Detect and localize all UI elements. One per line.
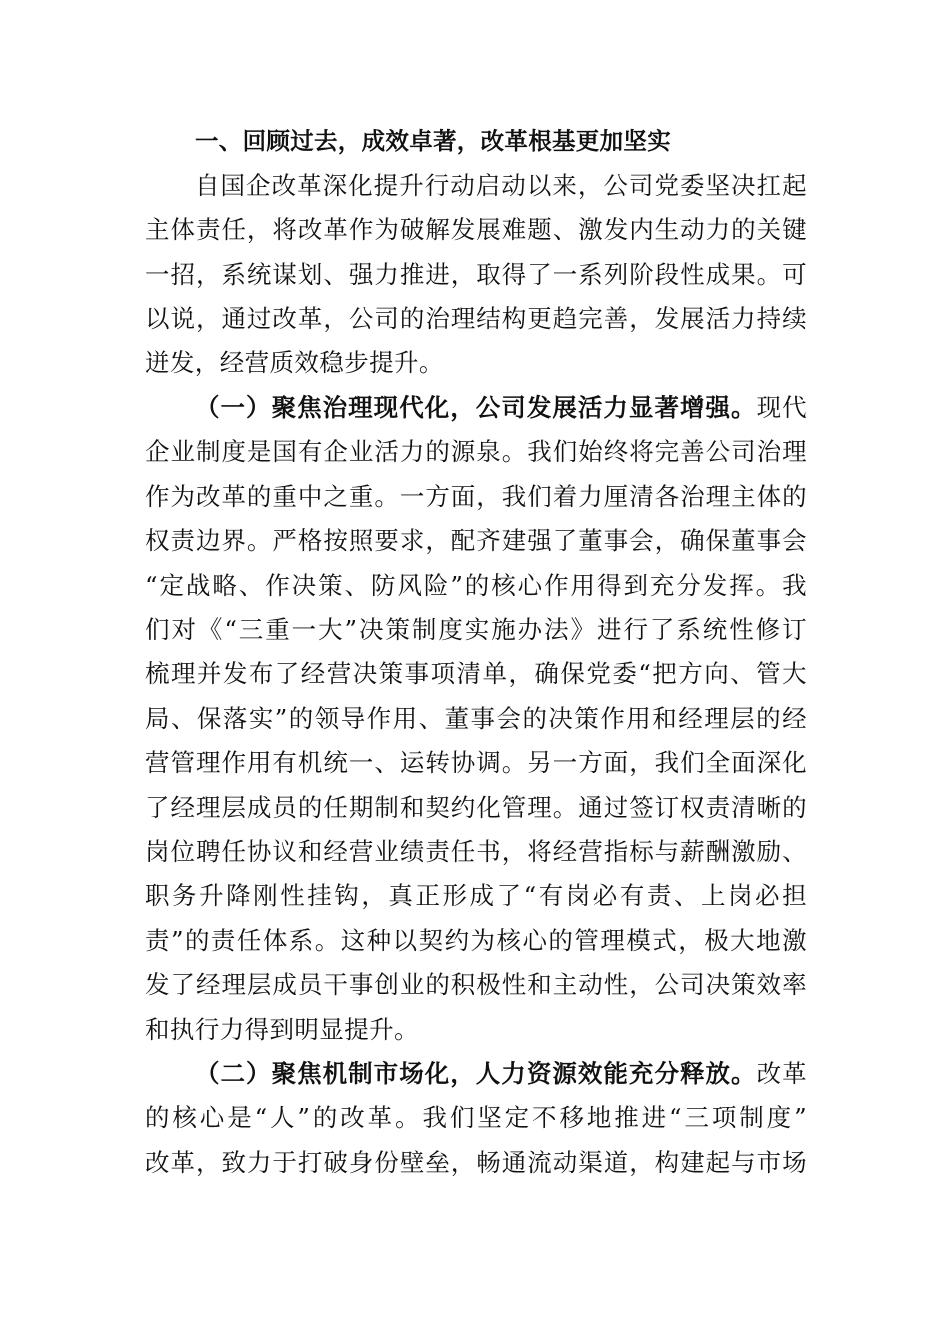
paragraph-2-line-15: 和执行力得到明显提升。 — [145, 1015, 419, 1044]
paragraph-1-line-4: 以说，通过改革，公司的治理结构更趋完善，发展活力持续 — [145, 304, 807, 333]
paragraph-2-line-10: 了经理层成员的任期制和契约化管理。通过签订权责清晰的 — [145, 793, 807, 822]
paragraph-1-line-1: 自国企改革深化提升行动启动以来，公司党委坚决扛起 — [195, 171, 807, 200]
paragraph-3-line-1 — [195, 1054, 807, 1094]
paragraph-2-line-9: 营管理作用有机统一、运转协调。另一方面，我们全面深化 — [145, 748, 807, 777]
section-heading: 一、回顾过去，成效卓著，改革根基更加坚实 — [195, 127, 671, 155]
paragraph-3-line-3: 改革，致力于打破身份壁垒，畅通流动渠道，构建起与市场 — [145, 1148, 807, 1177]
paragraph-2-line-5: “定战略、作决策、防风险”的核心作用得到充分发挥。我 — [145, 571, 807, 600]
paragraph-2-line-7: 梳理并发布了经营决策事项清单，确保党委“把方向、管大 — [145, 659, 807, 688]
paragraph-1-line-3: 一招，系统谋划、强力推进，取得了一系列阶段性成果。可 — [145, 260, 807, 289]
paragraph-1-line-2: 主体责任，将改革作为破解发展难题、激发内生动力的关键 — [145, 215, 807, 244]
paragraph-2-line-4: 权责边界。严格按照要求，配齐建强了董事会，确保董事会 — [145, 526, 807, 555]
paragraph-3-subheading: （二）聚焦机制市场化，人力资源效能充分释放。 — [195, 1059, 757, 1088]
paragraph-2-line-2: 企业制度是国有企业活力的源泉。我们始终将完善公司治理 — [145, 437, 807, 466]
paragraph-2-line-12: 职务升降刚性挂钩，真正形成了“有岗必有责、上岗必担 — [145, 881, 807, 910]
paragraph-2-line-8: 局、保落实”的领导作用、董事会的决策作用和经理层的经 — [145, 704, 807, 733]
paragraph-2-subheading: （一）聚焦治理现代化，公司发展活力显著增强。 — [195, 393, 757, 422]
paragraph-2-line-1 — [195, 388, 807, 428]
paragraph-2-line-13: 责”的责任体系。这种以契约为核心的管理模式，极大地激 — [145, 926, 807, 955]
paragraph-1-line-5: 迸发，经营质效稳步提升。 — [145, 348, 444, 377]
paragraph-2-line-11: 岗位聘任协议和经营业绩责任书，将经营指标与薪酬激励、 — [145, 837, 807, 866]
paragraph-3-lead-rest: 改革 — [756, 1059, 807, 1088]
paragraph-3-line-2: 的核心是“人”的改革。我们坚定不移地推进“三项制度” — [145, 1103, 807, 1132]
paragraph-2-line-14: 发了经理层成员干事创业的积极性和主动性，公司决策效率 — [145, 970, 807, 999]
paragraph-2-line-6: 们对《“三重一大”决策制度实施办法》进行了系统性修订 — [145, 615, 807, 644]
paragraph-2-line-3: 作为改革的重中之重。一方面，我们着力厘清各治理主体的 — [145, 482, 807, 511]
paragraph-2-lead-rest: 现代 — [756, 393, 807, 422]
